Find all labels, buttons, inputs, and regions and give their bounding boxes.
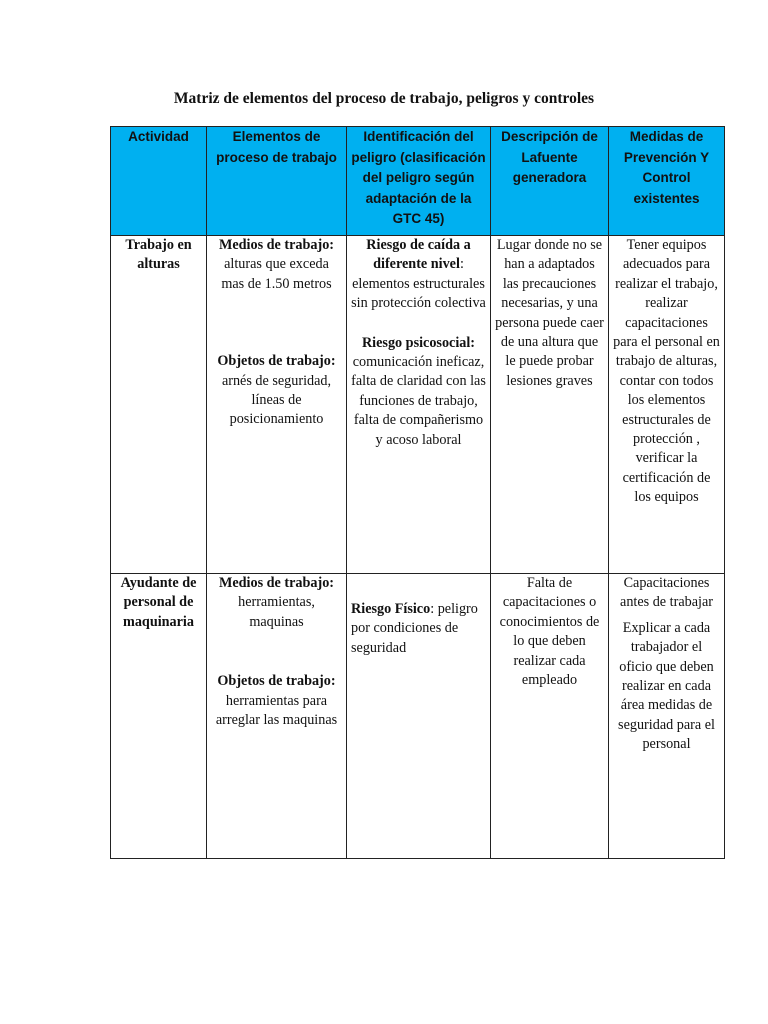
measures-text-2: Explicar a cada trabajador el oficio que deben realizar en cada área medidas de seguridad para el personal (618, 619, 715, 753)
hazard-2-label: Riesgo psicosocial: (361, 334, 476, 351)
hazard-1-label: Riesgo Físico (351, 601, 431, 617)
hazard-2-text: comunicación ineficaz, falta de claridad con las funciones de trabajo, falta de compañerismo y acoso laboral (351, 354, 486, 448)
medios-text: alturas que exceda mas de 1.50 metros (221, 256, 332, 292)
measures-text-1: Capacitaciones antes de trabajar (620, 575, 713, 611)
hazard-1-label: Riesgo de caída a diferente nivel (366, 237, 471, 273)
table-row (111, 236, 725, 574)
objetos-label: Objetos de trabajo: (217, 353, 336, 370)
source-cell: Falta de capacitaciones o conocimientos de lo que deben realizar cada empleado (491, 574, 609, 859)
hazard-1-text: : elementos estructurales sin protección colectiva (351, 256, 486, 312)
hazard-matrix-table (110, 126, 725, 859)
objetos-text: arnés de seguridad, líneas de posicionamiento (221, 372, 332, 428)
table-row (111, 574, 725, 859)
table-header-row (111, 127, 725, 236)
elements-cell (207, 574, 347, 859)
objetos-label: Objetos de trabajo: (217, 673, 336, 690)
medios-label: Medios de trabajo: (218, 575, 335, 591)
medios-text: herramientas, maquinas (238, 594, 315, 630)
hazard-cell (347, 574, 491, 859)
header-elementos: Elementos de proceso de trabajo (207, 127, 347, 236)
measures-cell: Tener equipos adecuados para realizar el trabajo, realizar capacitaciones para el personal en trabajo de alturas, contar con todos los elementos estructurales de protección , verificar la certificación de los equipos (609, 236, 725, 574)
source-cell: Lugar donde no se han a adaptados las precauciones necesarias, y una persona puede caer de una altura que le puede probar lesiones graves (491, 236, 609, 574)
hazard-cell (347, 236, 491, 574)
document-title: Matriz de elementos del proceso de trabajo, peligros y controles (173, 90, 595, 107)
hazard-1-text: : peligro por condiciones de seguridad (351, 601, 478, 656)
activity-cell: Trabajo en alturas (111, 236, 207, 574)
header-actividad: Actividad (111, 127, 207, 236)
measures-cell (609, 574, 725, 859)
medios-label: Medios de trabajo: (218, 237, 335, 253)
header-medidas: Medidas de Prevención Y Control existentes (609, 127, 725, 236)
activity-cell: Ayudante de personal de maquinaria (111, 574, 207, 859)
header-descripcion: Descripción de Lafuente generadora (491, 127, 609, 236)
header-identificacion: Identificación del peligro (clasificación del peligro según adaptación de la GTC 45) (347, 127, 491, 236)
elements-cell (207, 236, 347, 574)
objetos-text: herramientas para arreglar las maquinas (215, 692, 338, 729)
